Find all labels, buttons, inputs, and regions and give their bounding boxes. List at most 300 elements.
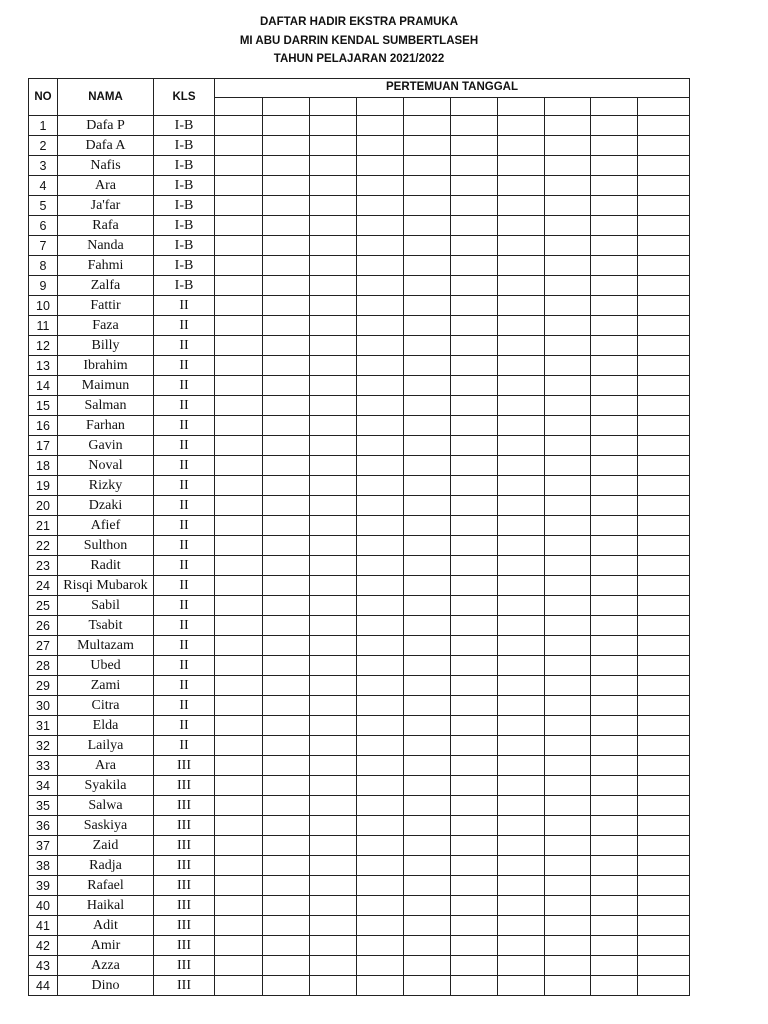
- attendance-cell[interactable]: [451, 716, 498, 736]
- attendance-cell[interactable]: [215, 776, 263, 796]
- attendance-cell[interactable]: [545, 816, 591, 836]
- attendance-cell[interactable]: [263, 476, 310, 496]
- attendance-cell[interactable]: [545, 336, 591, 356]
- attendance-cell[interactable]: [263, 536, 310, 556]
- attendance-cell[interactable]: [498, 856, 545, 876]
- attendance-cell[interactable]: [357, 556, 404, 576]
- attendance-cell[interactable]: [215, 796, 263, 816]
- attendance-cell[interactable]: [451, 836, 498, 856]
- attendance-cell[interactable]: [215, 316, 263, 336]
- attendance-cell[interactable]: [638, 296, 690, 316]
- attendance-cell[interactable]: [357, 836, 404, 856]
- attendance-cell[interactable]: [545, 236, 591, 256]
- attendance-cell[interactable]: [498, 176, 545, 196]
- attendance-cell[interactable]: [357, 416, 404, 436]
- attendance-cell[interactable]: [451, 376, 498, 396]
- attendance-cell[interactable]: [638, 596, 690, 616]
- attendance-cell[interactable]: [451, 656, 498, 676]
- attendance-cell[interactable]: [545, 936, 591, 956]
- attendance-cell[interactable]: [404, 156, 451, 176]
- attendance-cell[interactable]: [263, 396, 310, 416]
- attendance-cell[interactable]: [310, 216, 357, 236]
- attendance-cell[interactable]: [215, 916, 263, 936]
- attendance-cell[interactable]: [545, 916, 591, 936]
- attendance-cell[interactable]: [591, 316, 638, 336]
- attendance-cell[interactable]: [498, 456, 545, 476]
- attendance-cell[interactable]: [451, 236, 498, 256]
- attendance-cell[interactable]: [357, 436, 404, 456]
- attendance-cell[interactable]: [357, 256, 404, 276]
- attendance-cell[interactable]: [357, 156, 404, 176]
- attendance-cell[interactable]: [263, 196, 310, 216]
- attendance-cell[interactable]: [310, 496, 357, 516]
- attendance-cell[interactable]: [591, 276, 638, 296]
- attendance-cell[interactable]: [357, 676, 404, 696]
- attendance-cell[interactable]: [404, 896, 451, 916]
- attendance-cell[interactable]: [263, 276, 310, 296]
- attendance-cell[interactable]: [357, 956, 404, 976]
- attendance-cell[interactable]: [357, 896, 404, 916]
- attendance-cell[interactable]: [545, 276, 591, 296]
- attendance-cell[interactable]: [545, 836, 591, 856]
- attendance-cell[interactable]: [404, 676, 451, 696]
- attendance-cell[interactable]: [263, 656, 310, 676]
- attendance-cell[interactable]: [498, 196, 545, 216]
- attendance-cell[interactable]: [545, 496, 591, 516]
- attendance-cell[interactable]: [591, 296, 638, 316]
- attendance-cell[interactable]: [451, 156, 498, 176]
- attendance-cell[interactable]: [357, 756, 404, 776]
- date-header-cell[interactable]: [498, 98, 545, 116]
- attendance-cell[interactable]: [638, 436, 690, 456]
- attendance-cell[interactable]: [310, 716, 357, 736]
- attendance-cell[interactable]: [451, 736, 498, 756]
- attendance-cell[interactable]: [263, 516, 310, 536]
- attendance-cell[interactable]: [404, 816, 451, 836]
- attendance-cell[interactable]: [591, 736, 638, 756]
- attendance-cell[interactable]: [638, 376, 690, 396]
- attendance-cell[interactable]: [404, 856, 451, 876]
- attendance-cell[interactable]: [451, 136, 498, 156]
- attendance-cell[interactable]: [451, 596, 498, 616]
- attendance-cell[interactable]: [215, 556, 263, 576]
- attendance-cell[interactable]: [215, 236, 263, 256]
- attendance-cell[interactable]: [545, 376, 591, 396]
- attendance-cell[interactable]: [310, 676, 357, 696]
- attendance-cell[interactable]: [310, 176, 357, 196]
- attendance-cell[interactable]: [310, 476, 357, 496]
- date-header-cell[interactable]: [404, 98, 451, 116]
- attendance-cell[interactable]: [498, 156, 545, 176]
- attendance-cell[interactable]: [498, 296, 545, 316]
- attendance-cell[interactable]: [498, 936, 545, 956]
- attendance-cell[interactable]: [545, 176, 591, 196]
- attendance-cell[interactable]: [404, 416, 451, 436]
- attendance-cell[interactable]: [263, 596, 310, 616]
- attendance-cell[interactable]: [404, 756, 451, 776]
- attendance-cell[interactable]: [591, 416, 638, 436]
- attendance-cell[interactable]: [591, 136, 638, 156]
- attendance-cell[interactable]: [263, 896, 310, 916]
- attendance-cell[interactable]: [591, 456, 638, 476]
- attendance-cell[interactable]: [263, 416, 310, 436]
- attendance-cell[interactable]: [638, 556, 690, 576]
- attendance-cell[interactable]: [451, 776, 498, 796]
- attendance-cell[interactable]: [357, 536, 404, 556]
- attendance-cell[interactable]: [498, 556, 545, 576]
- attendance-cell[interactable]: [357, 196, 404, 216]
- attendance-cell[interactable]: [451, 216, 498, 236]
- attendance-cell[interactable]: [498, 356, 545, 376]
- attendance-cell[interactable]: [451, 356, 498, 376]
- attendance-cell[interactable]: [638, 456, 690, 476]
- attendance-cell[interactable]: [545, 256, 591, 276]
- attendance-cell[interactable]: [451, 936, 498, 956]
- attendance-cell[interactable]: [310, 536, 357, 556]
- attendance-cell[interactable]: [591, 716, 638, 736]
- attendance-cell[interactable]: [357, 656, 404, 676]
- attendance-cell[interactable]: [451, 496, 498, 516]
- attendance-cell[interactable]: [451, 616, 498, 636]
- attendance-cell[interactable]: [498, 756, 545, 776]
- attendance-cell[interactable]: [591, 336, 638, 356]
- attendance-cell[interactable]: [263, 816, 310, 836]
- attendance-cell[interactable]: [263, 776, 310, 796]
- attendance-cell[interactable]: [215, 456, 263, 476]
- attendance-cell[interactable]: [263, 876, 310, 896]
- attendance-cell[interactable]: [263, 636, 310, 656]
- attendance-cell[interactable]: [357, 516, 404, 536]
- attendance-cell[interactable]: [638, 156, 690, 176]
- attendance-cell[interactable]: [404, 716, 451, 736]
- attendance-cell[interactable]: [263, 356, 310, 376]
- attendance-cell[interactable]: [357, 336, 404, 356]
- attendance-cell[interactable]: [498, 596, 545, 616]
- attendance-cell[interactable]: [545, 736, 591, 756]
- attendance-cell[interactable]: [357, 936, 404, 956]
- attendance-cell[interactable]: [545, 516, 591, 536]
- attendance-cell[interactable]: [498, 696, 545, 716]
- attendance-cell[interactable]: [545, 596, 591, 616]
- attendance-cell[interactable]: [638, 656, 690, 676]
- attendance-cell[interactable]: [545, 436, 591, 456]
- attendance-cell[interactable]: [591, 936, 638, 956]
- attendance-cell[interactable]: [310, 576, 357, 596]
- attendance-cell[interactable]: [310, 116, 357, 136]
- attendance-cell[interactable]: [310, 556, 357, 576]
- attendance-cell[interactable]: [404, 916, 451, 936]
- attendance-cell[interactable]: [215, 576, 263, 596]
- attendance-cell[interactable]: [357, 976, 404, 996]
- attendance-cell[interactable]: [310, 736, 357, 756]
- attendance-cell[interactable]: [591, 796, 638, 816]
- date-header-cell[interactable]: [357, 98, 404, 116]
- attendance-cell[interactable]: [545, 756, 591, 776]
- attendance-cell[interactable]: [357, 796, 404, 816]
- attendance-cell[interactable]: [263, 336, 310, 356]
- date-header-cell[interactable]: [451, 98, 498, 116]
- attendance-cell[interactable]: [215, 816, 263, 836]
- attendance-cell[interactable]: [215, 616, 263, 636]
- attendance-cell[interactable]: [215, 336, 263, 356]
- attendance-cell[interactable]: [545, 556, 591, 576]
- attendance-cell[interactable]: [498, 476, 545, 496]
- attendance-cell[interactable]: [591, 496, 638, 516]
- attendance-cell[interactable]: [357, 216, 404, 236]
- attendance-cell[interactable]: [498, 316, 545, 336]
- attendance-cell[interactable]: [498, 116, 545, 136]
- attendance-cell[interactable]: [310, 876, 357, 896]
- attendance-cell[interactable]: [404, 936, 451, 956]
- attendance-cell[interactable]: [215, 836, 263, 856]
- attendance-cell[interactable]: [591, 576, 638, 596]
- attendance-cell[interactable]: [263, 296, 310, 316]
- attendance-cell[interactable]: [215, 296, 263, 316]
- attendance-cell[interactable]: [357, 856, 404, 876]
- attendance-cell[interactable]: [310, 796, 357, 816]
- attendance-cell[interactable]: [263, 856, 310, 876]
- attendance-cell[interactable]: [638, 896, 690, 916]
- attendance-cell[interactable]: [638, 476, 690, 496]
- attendance-cell[interactable]: [638, 856, 690, 876]
- attendance-cell[interactable]: [310, 356, 357, 376]
- attendance-cell[interactable]: [404, 696, 451, 716]
- attendance-cell[interactable]: [638, 136, 690, 156]
- attendance-cell[interactable]: [591, 976, 638, 996]
- attendance-cell[interactable]: [545, 896, 591, 916]
- attendance-cell[interactable]: [545, 796, 591, 816]
- attendance-cell[interactable]: [404, 516, 451, 536]
- attendance-cell[interactable]: [404, 796, 451, 816]
- attendance-cell[interactable]: [638, 576, 690, 596]
- attendance-cell[interactable]: [638, 936, 690, 956]
- attendance-cell[interactable]: [591, 536, 638, 556]
- attendance-cell[interactable]: [357, 616, 404, 636]
- attendance-cell[interactable]: [310, 916, 357, 936]
- attendance-cell[interactable]: [310, 516, 357, 536]
- attendance-cell[interactable]: [215, 356, 263, 376]
- attendance-cell[interactable]: [545, 656, 591, 676]
- date-header-cell[interactable]: [263, 98, 310, 116]
- attendance-cell[interactable]: [638, 616, 690, 636]
- attendance-cell[interactable]: [404, 116, 451, 136]
- attendance-cell[interactable]: [545, 296, 591, 316]
- attendance-cell[interactable]: [263, 976, 310, 996]
- attendance-cell[interactable]: [263, 696, 310, 716]
- attendance-cell[interactable]: [263, 616, 310, 636]
- attendance-cell[interactable]: [545, 216, 591, 236]
- attendance-cell[interactable]: [357, 276, 404, 296]
- attendance-cell[interactable]: [215, 136, 263, 156]
- attendance-cell[interactable]: [451, 116, 498, 136]
- attendance-cell[interactable]: [263, 796, 310, 816]
- attendance-cell[interactable]: [215, 856, 263, 876]
- attendance-cell[interactable]: [498, 636, 545, 656]
- attendance-cell[interactable]: [310, 336, 357, 356]
- attendance-cell[interactable]: [545, 716, 591, 736]
- attendance-cell[interactable]: [591, 676, 638, 696]
- attendance-cell[interactable]: [591, 516, 638, 536]
- attendance-cell[interactable]: [638, 776, 690, 796]
- attendance-cell[interactable]: [404, 376, 451, 396]
- attendance-cell[interactable]: [498, 916, 545, 936]
- attendance-cell[interactable]: [404, 476, 451, 496]
- attendance-cell[interactable]: [263, 576, 310, 596]
- attendance-cell[interactable]: [263, 136, 310, 156]
- attendance-cell[interactable]: [545, 616, 591, 636]
- attendance-cell[interactable]: [263, 956, 310, 976]
- attendance-cell[interactable]: [451, 196, 498, 216]
- attendance-cell[interactable]: [215, 756, 263, 776]
- attendance-cell[interactable]: [638, 496, 690, 516]
- date-header-cell[interactable]: [591, 98, 638, 116]
- attendance-cell[interactable]: [638, 536, 690, 556]
- attendance-cell[interactable]: [591, 916, 638, 936]
- attendance-cell[interactable]: [215, 876, 263, 896]
- attendance-cell[interactable]: [404, 276, 451, 296]
- attendance-cell[interactable]: [545, 116, 591, 136]
- attendance-cell[interactable]: [451, 876, 498, 896]
- attendance-cell[interactable]: [638, 676, 690, 696]
- attendance-cell[interactable]: [357, 396, 404, 416]
- attendance-cell[interactable]: [638, 316, 690, 336]
- attendance-cell[interactable]: [451, 336, 498, 356]
- attendance-cell[interactable]: [451, 696, 498, 716]
- attendance-cell[interactable]: [545, 776, 591, 796]
- attendance-cell[interactable]: [591, 896, 638, 916]
- attendance-cell[interactable]: [638, 176, 690, 196]
- attendance-cell[interactable]: [498, 256, 545, 276]
- attendance-cell[interactable]: [591, 396, 638, 416]
- attendance-cell[interactable]: [215, 536, 263, 556]
- attendance-cell[interactable]: [404, 876, 451, 896]
- attendance-cell[interactable]: [404, 176, 451, 196]
- attendance-cell[interactable]: [451, 456, 498, 476]
- attendance-cell[interactable]: [263, 736, 310, 756]
- attendance-cell[interactable]: [591, 236, 638, 256]
- attendance-cell[interactable]: [263, 916, 310, 936]
- attendance-cell[interactable]: [357, 236, 404, 256]
- attendance-cell[interactable]: [404, 336, 451, 356]
- attendance-cell[interactable]: [545, 536, 591, 556]
- attendance-cell[interactable]: [263, 316, 310, 336]
- attendance-cell[interactable]: [498, 276, 545, 296]
- attendance-cell[interactable]: [498, 796, 545, 816]
- attendance-cell[interactable]: [591, 876, 638, 896]
- attendance-cell[interactable]: [545, 676, 591, 696]
- attendance-cell[interactable]: [310, 416, 357, 436]
- attendance-cell[interactable]: [638, 196, 690, 216]
- attendance-cell[interactable]: [591, 696, 638, 716]
- attendance-cell[interactable]: [498, 676, 545, 696]
- attendance-cell[interactable]: [451, 296, 498, 316]
- attendance-cell[interactable]: [498, 336, 545, 356]
- attendance-cell[interactable]: [215, 936, 263, 956]
- attendance-cell[interactable]: [591, 616, 638, 636]
- attendance-cell[interactable]: [591, 356, 638, 376]
- attendance-cell[interactable]: [310, 936, 357, 956]
- attendance-cell[interactable]: [263, 216, 310, 236]
- attendance-cell[interactable]: [545, 696, 591, 716]
- attendance-cell[interactable]: [357, 816, 404, 836]
- attendance-cell[interactable]: [404, 596, 451, 616]
- attendance-cell[interactable]: [451, 976, 498, 996]
- attendance-cell[interactable]: [498, 376, 545, 396]
- attendance-cell[interactable]: [310, 596, 357, 616]
- attendance-cell[interactable]: [545, 316, 591, 336]
- attendance-cell[interactable]: [310, 616, 357, 636]
- attendance-cell[interactable]: [638, 636, 690, 656]
- attendance-cell[interactable]: [451, 856, 498, 876]
- attendance-cell[interactable]: [310, 656, 357, 676]
- attendance-cell[interactable]: [404, 316, 451, 336]
- attendance-cell[interactable]: [357, 576, 404, 596]
- attendance-cell[interactable]: [263, 496, 310, 516]
- attendance-cell[interactable]: [591, 756, 638, 776]
- attendance-cell[interactable]: [215, 596, 263, 616]
- attendance-cell[interactable]: [591, 176, 638, 196]
- date-header-cell[interactable]: [545, 98, 591, 116]
- attendance-cell[interactable]: [310, 836, 357, 856]
- attendance-cell[interactable]: [638, 876, 690, 896]
- attendance-cell[interactable]: [357, 716, 404, 736]
- attendance-cell[interactable]: [263, 236, 310, 256]
- attendance-cell[interactable]: [638, 816, 690, 836]
- attendance-cell[interactable]: [451, 556, 498, 576]
- attendance-cell[interactable]: [310, 296, 357, 316]
- attendance-cell[interactable]: [591, 436, 638, 456]
- attendance-cell[interactable]: [498, 516, 545, 536]
- attendance-cell[interactable]: [638, 336, 690, 356]
- attendance-cell[interactable]: [215, 736, 263, 756]
- attendance-cell[interactable]: [545, 356, 591, 376]
- attendance-cell[interactable]: [404, 556, 451, 576]
- attendance-cell[interactable]: [498, 716, 545, 736]
- attendance-cell[interactable]: [357, 876, 404, 896]
- attendance-cell[interactable]: [545, 856, 591, 876]
- attendance-cell[interactable]: [545, 976, 591, 996]
- attendance-cell[interactable]: [591, 196, 638, 216]
- attendance-cell[interactable]: [357, 496, 404, 516]
- attendance-cell[interactable]: [263, 676, 310, 696]
- attendance-cell[interactable]: [591, 816, 638, 836]
- attendance-cell[interactable]: [638, 216, 690, 236]
- attendance-cell[interactable]: [638, 756, 690, 776]
- attendance-cell[interactable]: [498, 876, 545, 896]
- attendance-cell[interactable]: [357, 176, 404, 196]
- attendance-cell[interactable]: [263, 836, 310, 856]
- attendance-cell[interactable]: [638, 356, 690, 376]
- attendance-cell[interactable]: [545, 196, 591, 216]
- attendance-cell[interactable]: [310, 636, 357, 656]
- attendance-cell[interactable]: [310, 756, 357, 776]
- attendance-cell[interactable]: [215, 196, 263, 216]
- attendance-cell[interactable]: [357, 116, 404, 136]
- attendance-cell[interactable]: [310, 256, 357, 276]
- attendance-cell[interactable]: [451, 816, 498, 836]
- attendance-cell[interactable]: [545, 396, 591, 416]
- attendance-cell[interactable]: [404, 436, 451, 456]
- attendance-cell[interactable]: [357, 916, 404, 936]
- attendance-cell[interactable]: [638, 736, 690, 756]
- attendance-cell[interactable]: [215, 436, 263, 456]
- attendance-cell[interactable]: [310, 456, 357, 476]
- attendance-cell[interactable]: [591, 256, 638, 276]
- attendance-cell[interactable]: [404, 256, 451, 276]
- attendance-cell[interactable]: [498, 836, 545, 856]
- attendance-cell[interactable]: [310, 396, 357, 416]
- attendance-cell[interactable]: [545, 876, 591, 896]
